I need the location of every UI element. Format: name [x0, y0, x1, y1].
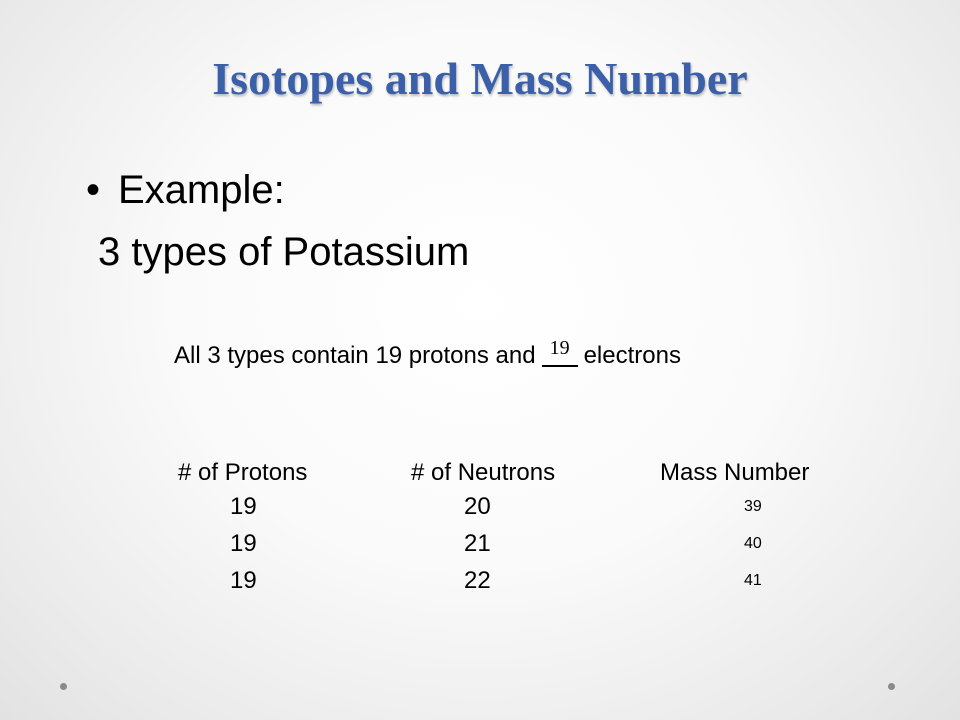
answer-blank	[542, 337, 578, 367]
handwritten-answer: 19	[549, 337, 570, 359]
mass-number-value: 39	[744, 498, 762, 515]
statement-text-start: All 3 types contain 19 protons and	[174, 342, 536, 369]
electron-statement	[174, 337, 681, 371]
neutrons-value: 20	[464, 493, 491, 520]
neutrons-value: 22	[464, 567, 491, 594]
protons-value: 19	[230, 530, 257, 557]
mass-number-value: 40	[744, 535, 762, 552]
mass-number-column	[660, 458, 860, 599]
bullet-dot: •	[86, 168, 101, 212]
decorative-dot-right	[888, 683, 895, 690]
slide-title: Isotopes and Mass Number	[212, 53, 748, 104]
example-label: Example:	[118, 168, 285, 212]
decorative-dot-left	[60, 683, 67, 690]
neutrons-header: # of Neutrons	[411, 459, 556, 486]
bullet-item-example	[86, 167, 285, 213]
neutrons-value: 21	[464, 530, 491, 557]
protons-value: 19	[230, 567, 257, 594]
protons-column	[178, 458, 350, 599]
statement-text-end: electrons	[583, 342, 681, 369]
protons-value: 19	[230, 493, 257, 520]
example-detail: 3 types of Potassium	[98, 230, 470, 274]
protons-header: # of Protons	[178, 459, 308, 486]
neutrons-column	[411, 458, 605, 599]
mass-number-value: 41	[744, 572, 762, 589]
mass-number-header: Mass Number	[660, 459, 810, 486]
